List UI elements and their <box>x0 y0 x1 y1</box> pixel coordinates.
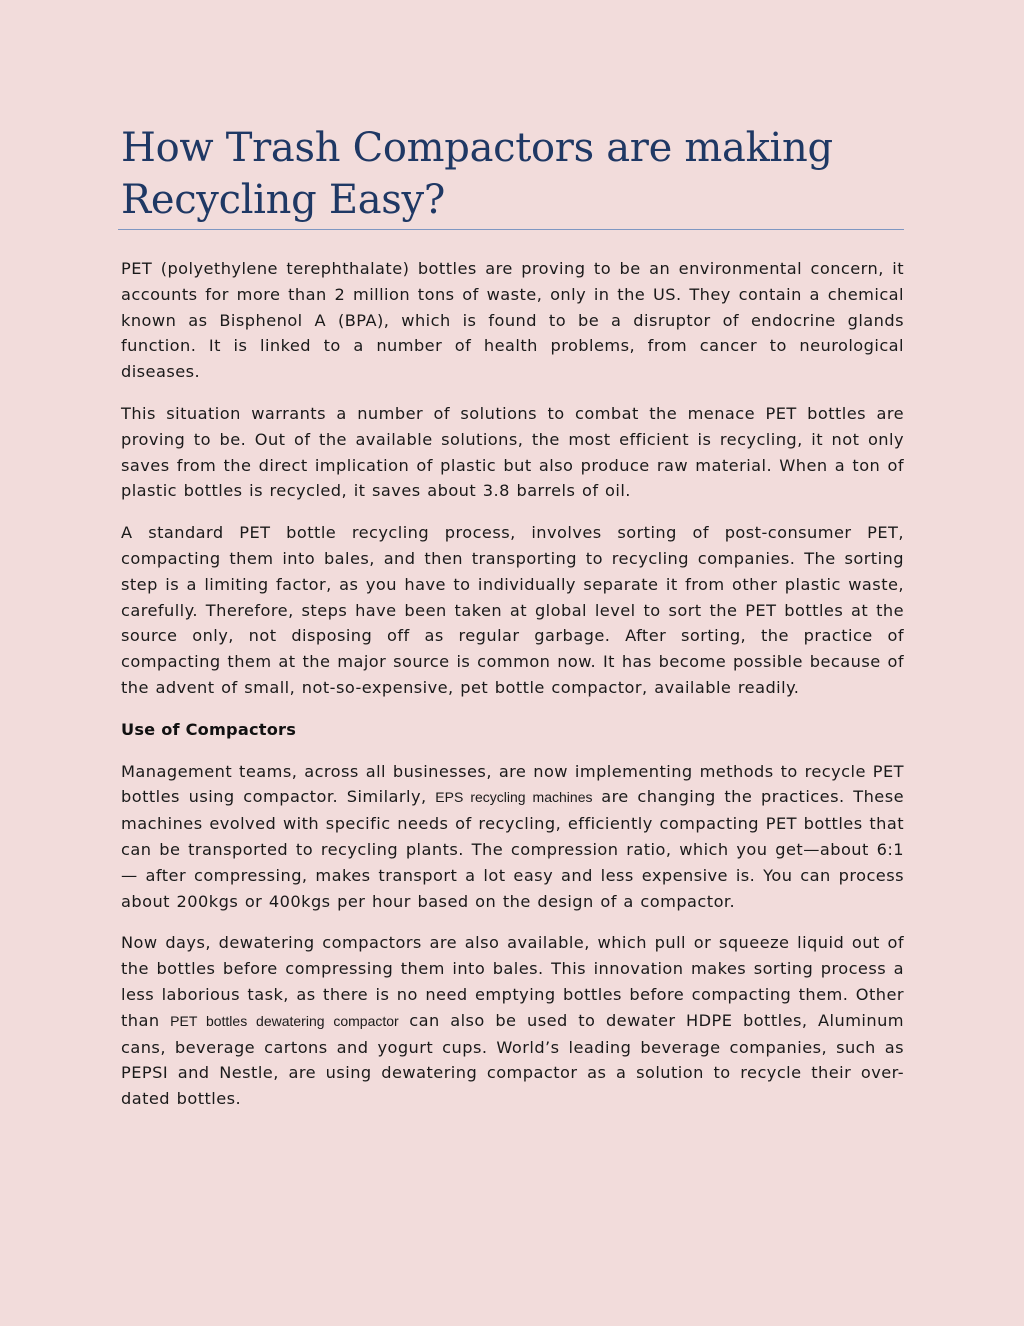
paragraph-text: Management teams, across all businesses, are now implementing methods to recycle PET bottles using compactor. Similarly, <box>121 761 904 807</box>
paragraph-text: are changing the practices. These machines evolved with specific needs of recycling, efficiently compacting PET bottles that can be transported to recycling plants. The compression ratio, which you get—about 6:1— after compressing, makes transport a lot easy and less expensive is. You can process about 200kgs or 400kgs per hour based on the design of a compactor. <box>121 787 905 911</box>
paragraph-dewatering <box>121 930 904 1112</box>
document-title: How Trash Compactors are making Recycling Easy? <box>121 125 833 223</box>
document-page <box>121 122 905 1109</box>
paragraph-management-teams <box>121 759 904 915</box>
paragraph-recycling-process: A standard PET bottle recycling process, involves sorting of post-consumer PET, compacting them into bales, and then transporting to recycling companies. The sorting step is a limiting factor, as you have to individually separate it from other plastic waste, carefully. Therefore, steps have been taken at global level to sort the PET bottles at the source only, not disposing off as regular garbage. After sorting, the practice of compacting them at the major source is common now. It has become possible because of the advent of small, not-so-expensive, pet bottle compactor, available readily. <box>121 523 904 697</box>
document-body <box>121 256 904 1128</box>
paragraph-solutions: This situation warrants a number of solutions to combat the menace PET bottles are proving to be. Out of the available solutions, the most efficient is recycling, it not only saves from the direct implication of plastic but also produce raw material. When a ton of plastic bottles is recycled, it saves about 3.8 barrels of oil. <box>121 403 904 501</box>
title-divider <box>118 229 904 230</box>
paragraph-text: Now days, dewatering compactors are also available, which pull or squeeze liquid out of the bottles before compressing them into bales. This innovation makes sorting process a less laborious task, as there is no need emptying bottles before compacting them. Other than <box>121 933 904 1030</box>
dewatering-compactor-link[interactable]: PET bottles dewatering compactor <box>170 1012 399 1029</box>
paragraph-pet-concern: PET (polyethylene terephthalate) bottles are proving to be an environmental concern, it accounts for more than 2 million tons of waste, only in the US. They contain a chemical known as Bisphenol A (BPA), which is found to be a disruptor of endocrine glands function. It is linked to a number of health problems, from cancer to neurological diseases. <box>121 259 904 382</box>
paragraph-text: can also be used to dewater HDPE bottles, Aluminum cans, beverage cartons and yogurt cups. World’s leading beverage companies, such as PEPSI and Nestle, are using dewatering compactor as a solution to recycle their over-dated bottles. <box>121 1010 905 1109</box>
eps-recycling-link[interactable]: EPS recycling machines <box>435 789 593 806</box>
section-heading-use-of-compactors: Use of Compactors <box>121 719 297 739</box>
